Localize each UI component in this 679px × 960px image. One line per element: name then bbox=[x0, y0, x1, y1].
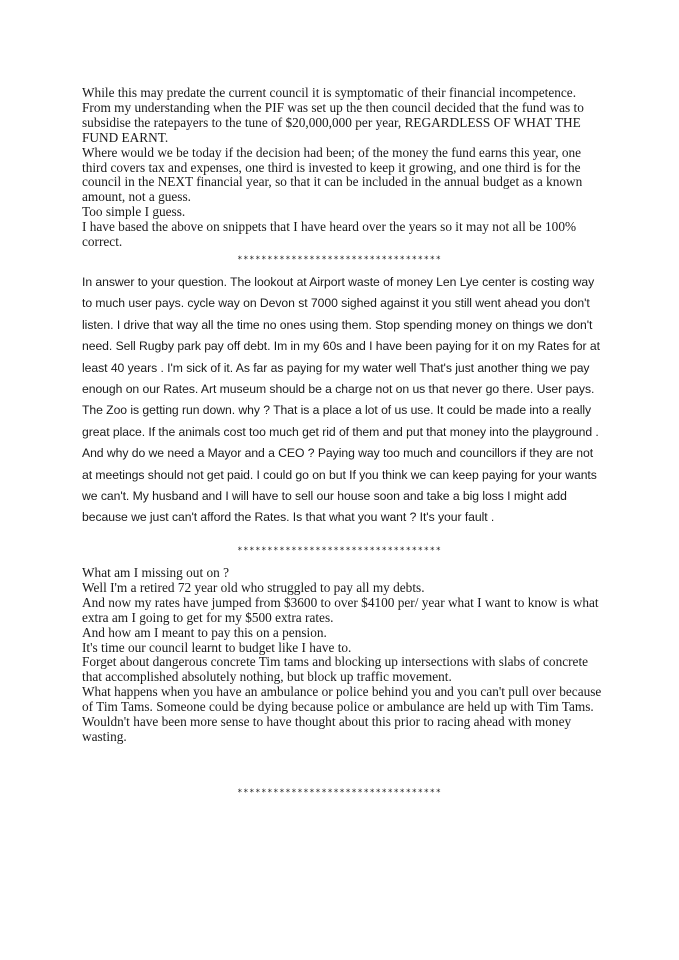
separator: ********************************** bbox=[237, 255, 442, 265]
paragraph: Where would we be today if the decision had been; of the money the fund earns this year, one third covers tax and expenses, one third is invested to keep it growing, and one third is for the council in the NEXT financial year, so that it can be included in the annual budget as a known amount, not a guess. bbox=[82, 144, 583, 205]
paragraph: And how am I meant to pay this on a pension. bbox=[82, 624, 327, 640]
submission-3 bbox=[82, 566, 602, 745]
paragraph: It's time our council learnt to budget like I have to. bbox=[82, 639, 352, 655]
submission-2 bbox=[82, 272, 602, 529]
paragraph: Forget about dangerous concrete Tim tams and blocking up intersections with slabs of concrete that accomplished absolutely nothing, but block up traffic movement. bbox=[82, 654, 589, 685]
submission-1 bbox=[82, 86, 602, 250]
paragraph: What am I missing out on ? bbox=[82, 565, 229, 580]
paragraph: Well I'm a retired 72 year old who struggled to pay all my debts. bbox=[82, 579, 425, 595]
paragraph: And now my rates have jumped from $3600 to over $4100 per/ year what I want to know is what extra am I going to get for my $500 extra rates. bbox=[82, 594, 599, 625]
paragraph: What happens when you have an ambulance or police behind you and you can't pull over because of Tim Tams. Someone could be dying because police or ambulance are held up with Tim Tams. bbox=[82, 684, 602, 715]
paragraph: I have based the above on snippets that I have heard over the years so it may not all be 100% correct. bbox=[82, 219, 577, 250]
separator: ********************************** bbox=[237, 788, 442, 798]
paragraph: Wouldn't have been more sense to have thought about this prior to racing ahead with money wasting. bbox=[82, 714, 572, 744]
paragraph: In answer to your question. The lookout at Airport waste of money Len Lye center is costing way to much user pays. cycle way on Devon st 7000 sighed against it you still went ahead you don't listen. I drive that way all the time no ones using them. Stop spending money on things we don't need. Sell Rugby park pay off debt. Im in my 60s and I have been paying for it on my Rates for at least 40 years . I'm sick of it. As far as paying for my water well That's just another thing we pay enough on our Rates. Art museum should be a charge not on us that never go there. User pays. The Zoo is getting run down. why ? That is a place a lot of us use. It could be made into a really great place. If the animals cost too much get rid of them and put that money into the playground . And why do we need a Mayor and a CEO ? Paying way too much and councillors if they are not at meetings should not get paid. I could go on but If you think we can keep paying for your wants we can't. My husband and I will have to sell our house soon and take a big loss I might add because we just can't afford the Rates. Is that what you want ? It's your fault . bbox=[82, 275, 600, 525]
separator: ********************************** bbox=[237, 546, 442, 556]
paragraph: Too simple I guess. bbox=[82, 204, 186, 220]
paragraph: While this may predate the current council it is symptomatic of their financial incompetence. From my understanding when the PIF was set up the then council decided that the fund was to subsidise the ratepayers to the tune of $20,000,000 per year, REGARDLESS OF WHAT THE FUND EARNT. bbox=[82, 85, 584, 145]
